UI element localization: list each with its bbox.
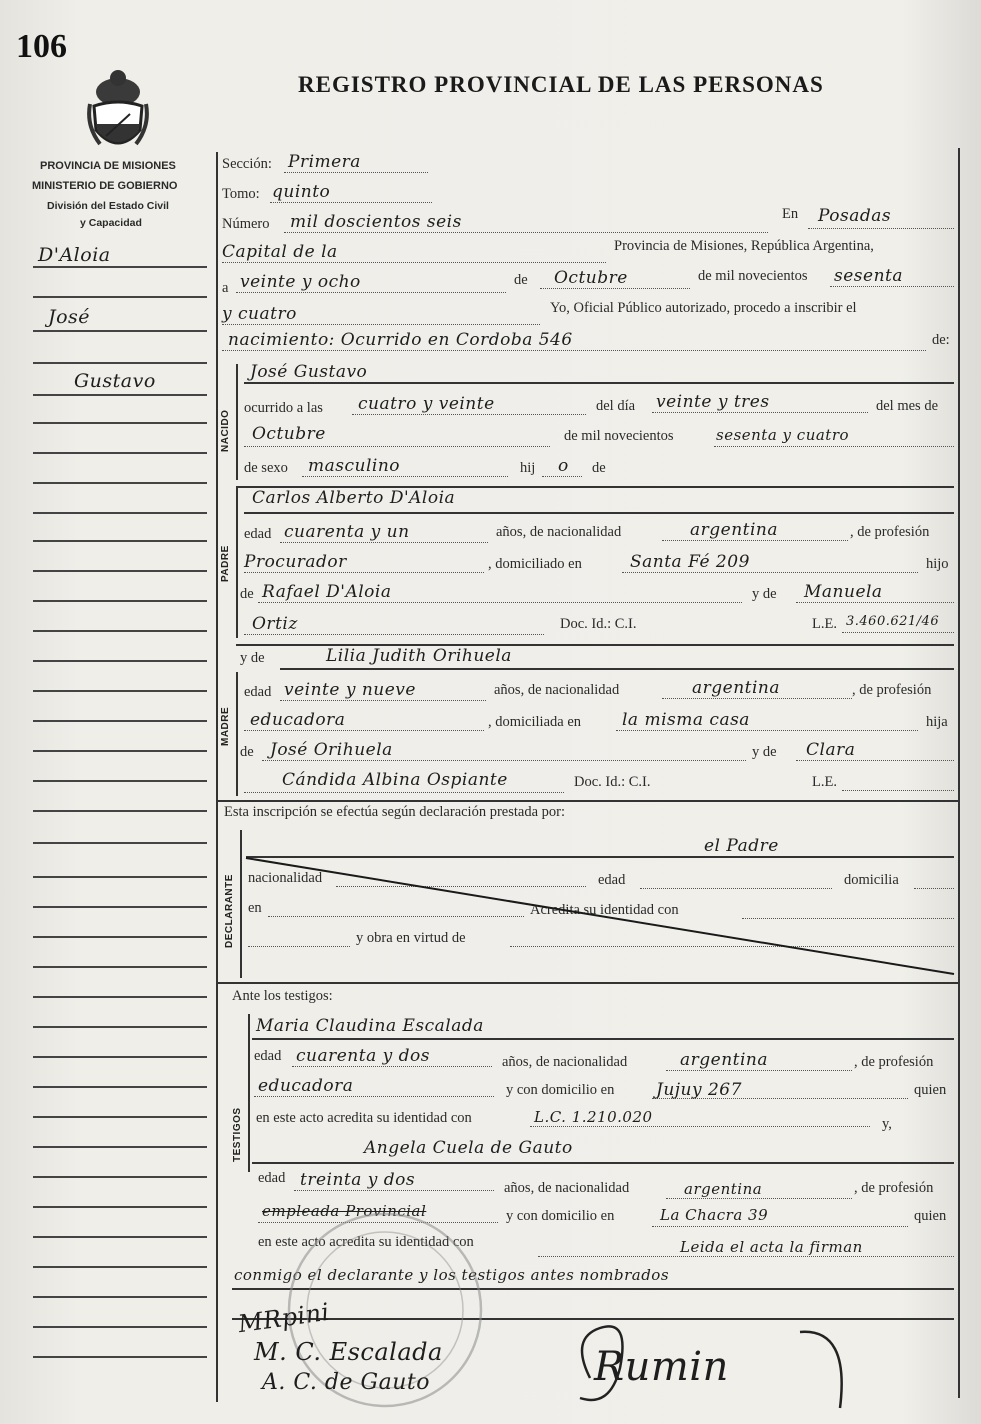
madre-prof-label: , de profesión	[852, 682, 932, 698]
padre-bracket	[236, 486, 238, 638]
closing-line-1: Leida el acta la firman	[680, 1238, 863, 1256]
w1-nac-value: argentina	[680, 1050, 769, 1070]
padre-nac-value: argentina	[690, 520, 779, 540]
madre-mother-value: Clara	[806, 740, 856, 760]
padre-label: PADRE	[220, 545, 231, 582]
signature-flourish-icon	[560, 1318, 860, 1418]
signature-1: MRpini	[236, 1297, 332, 1339]
madre-edad-label: edad	[244, 684, 272, 700]
margin-surname: D'Aloia	[38, 244, 111, 266]
signature-2: M. C. Escalada	[254, 1338, 443, 1366]
margin-first-name: José	[48, 306, 91, 328]
madre-bracket	[236, 672, 238, 796]
padre-prof-value: Procurador	[244, 552, 347, 572]
w2-nac-value: argentina	[684, 1180, 763, 1198]
right-border	[958, 148, 960, 1398]
event-value: nacimiento: Ocurrido en Cordoba 546	[228, 330, 573, 350]
province-text: Provincia de Misiones, República Argentina,	[614, 238, 874, 254]
padre-de-label: de	[240, 586, 254, 602]
w2-dom-value: La Chacra 39	[660, 1206, 769, 1224]
declarante-top-rule	[216, 800, 958, 802]
padre-nac-label: años, de nacionalidad	[496, 524, 622, 540]
year-label: de mil novecientos	[698, 268, 808, 284]
padre-le-value: 3.460.621/46	[846, 614, 940, 629]
padre-edad-label: edad	[244, 526, 272, 542]
madre-name: Lilia Judith Orihuela	[326, 646, 512, 666]
w1-acredita-label: en este acto acredita su identidad con	[256, 1110, 472, 1126]
signature-4: Rumin	[594, 1344, 729, 1390]
w1-dom-value: Jujuy 267	[656, 1080, 742, 1100]
page-number: 106	[16, 28, 67, 65]
hour-value: cuatro y veinte	[358, 394, 495, 414]
decl-edad-label: edad	[598, 872, 626, 888]
w2-dom-label: y con domicilio en	[506, 1208, 615, 1224]
numero-label: Número	[222, 216, 270, 232]
left-column-divider	[216, 152, 218, 1402]
hijo-label: hijo	[926, 556, 949, 572]
numero-value: mil doscientos seis	[290, 212, 462, 232]
w1-prof-value: educadora	[258, 1076, 354, 1096]
w1-nac-label: años, de nacionalidad	[502, 1054, 628, 1070]
del-mes-label: del mes de	[876, 398, 939, 414]
ministry-label: MINISTERIO DE GOBIERNO	[32, 180, 178, 192]
a-label: a	[222, 280, 229, 296]
madre-de-label: de	[240, 744, 254, 760]
tomo-value: quinto	[272, 182, 331, 202]
madre-edad-value: veinte y nueve	[284, 680, 416, 700]
w1-dom-label: y con domicilio en	[506, 1082, 615, 1098]
month-value: Octubre	[554, 268, 628, 288]
padre-mother-cont: Ortiz	[252, 614, 298, 634]
sexo-value: masculino	[308, 456, 401, 476]
nacido-bracket	[236, 364, 238, 480]
signature-3: A. C. de Gauto	[262, 1370, 430, 1395]
madre-mother-cont: Cándida Albina Ospiante	[282, 770, 508, 790]
declarante-value: el Padre	[704, 836, 779, 856]
padre-prof-label: , de profesión	[850, 524, 930, 540]
padre-mother-value: Manuela	[804, 582, 883, 602]
de-label: de	[514, 272, 528, 288]
day-value: veinte y ocho	[240, 272, 361, 292]
decl-en-label: en	[248, 900, 262, 916]
madre-doc-label: Doc. Id.: C.I.	[574, 774, 651, 790]
testigos-top-rule	[216, 982, 958, 984]
w2-prof-value: empleada Provincial	[262, 1202, 427, 1220]
madre-le-label: L.E.	[812, 774, 837, 790]
declarante-intro: Esta inscripción se efectúa según declaración prestada por:	[224, 804, 566, 820]
hij-label: hij	[520, 460, 536, 476]
y-label: y,	[882, 1116, 892, 1132]
division-label: División del Estado Civil	[47, 200, 169, 212]
official-text: Yo, Oficial Público autorizado, procedo a inscribir el	[550, 300, 857, 316]
year-cont: y cuatro	[222, 304, 297, 324]
en-label: En	[782, 206, 799, 222]
page-title: REGISTRO PROVINCIAL DE LAS PERSONAS	[298, 72, 824, 97]
margin-middle-name: Gustavo	[74, 370, 156, 392]
decl-obra-label: y obra en virtud de	[356, 930, 466, 946]
w2-prof-label: , de profesión	[854, 1180, 934, 1196]
padre-yde-label: y de	[752, 586, 777, 602]
padre-name: Carlos Alberto D'Aloia	[252, 488, 456, 508]
testigos-label: TESTIGOS	[232, 1107, 243, 1162]
quien-label: quien	[914, 1082, 947, 1098]
nacido-label: NACIDO	[220, 409, 231, 452]
nacido-day-value: veinte y tres	[656, 392, 770, 412]
w2-acredita-label: en este acto acredita su identidad con	[258, 1234, 474, 1250]
testigos-intro: Ante los testigos:	[232, 988, 333, 1004]
padre-dom-label: , domiciliado en	[488, 556, 582, 572]
madre-label: MADRE	[220, 706, 231, 746]
madre-nac-label: años, de nacionalidad	[494, 682, 620, 698]
nacido-name: José Gustavo	[250, 362, 368, 382]
city-value: Posadas	[818, 206, 892, 226]
del-dia-label: del día	[596, 398, 636, 414]
madre-nac-value: argentina	[692, 678, 781, 698]
de-colon: de:	[932, 332, 950, 348]
madre-prof-value: educadora	[250, 710, 346, 730]
nacido-month-value: Octubre	[252, 424, 326, 444]
seccion-label: Sección:	[222, 156, 272, 172]
w2-edad-label: edad	[258, 1170, 286, 1186]
capacity-label: y Capacidad	[80, 217, 142, 229]
ocurrido-label: ocurrido a las	[244, 400, 323, 416]
w2-nac-label: años, de nacionalidad	[504, 1180, 630, 1196]
madre-dom-value: la misma casa	[622, 710, 750, 730]
hija-label: hija	[926, 714, 948, 730]
closing-line-2: conmigo el declarante y los testigos antes nombrados	[234, 1266, 670, 1284]
w1-name: Maria Claudina Escalada	[256, 1016, 484, 1036]
seccion-value: Primera	[288, 152, 361, 172]
w2-edad-value: treinta y dos	[300, 1170, 416, 1190]
padre-father-value: Rafael D'Aloia	[262, 582, 392, 602]
madre-yde-label2: y de	[752, 744, 777, 760]
declarante-label: DECLARANTE	[224, 874, 235, 948]
w2-name: Angela Cuela de Gauto	[364, 1138, 573, 1158]
madre-father-value: José Orihuela	[270, 740, 393, 760]
padre-edad-value: cuarenta y un	[284, 522, 410, 542]
w1-edad-label: edad	[254, 1048, 282, 1064]
coat-of-arms-icon	[86, 66, 150, 156]
sexo-label: de sexo	[244, 460, 288, 476]
province-label: PROVINCIA DE MISIONES	[40, 160, 176, 172]
padre-le-label: L.E.	[812, 616, 837, 632]
nacido-de-label: de	[592, 460, 606, 476]
nacido-year-label: de mil novecientos	[564, 428, 674, 444]
w1-prof-label: , de profesión	[854, 1054, 934, 1070]
quien-label-2: quien	[914, 1208, 947, 1224]
w1-edad-value: cuarenta y dos	[296, 1046, 430, 1066]
hij-value: o	[558, 456, 569, 476]
tomo-label: Tomo:	[222, 186, 260, 202]
padre-doc-label: Doc. Id.: C.I.	[560, 616, 637, 632]
madre-yde-label: y de	[240, 650, 265, 666]
cancel-strike-line	[244, 856, 956, 976]
padre-dom-value: Santa Fé 209	[630, 552, 750, 572]
decl-dom-label: domicilia	[844, 872, 899, 888]
city-cont: Capital de la	[222, 242, 338, 262]
declarante-bracket	[240, 830, 242, 978]
decl-acredita-label: Acredita su identidad con	[530, 902, 679, 918]
madre-dom-label: , domiciliada en	[488, 714, 582, 730]
w1-id-value: L.C. 1.210.020	[534, 1108, 653, 1126]
testigos-bracket	[248, 1014, 250, 1172]
nacido-year-value: sesenta y cuatro	[716, 426, 850, 444]
year-value: sesenta	[834, 266, 903, 286]
decl-nac-label: nacionalidad	[248, 870, 323, 886]
